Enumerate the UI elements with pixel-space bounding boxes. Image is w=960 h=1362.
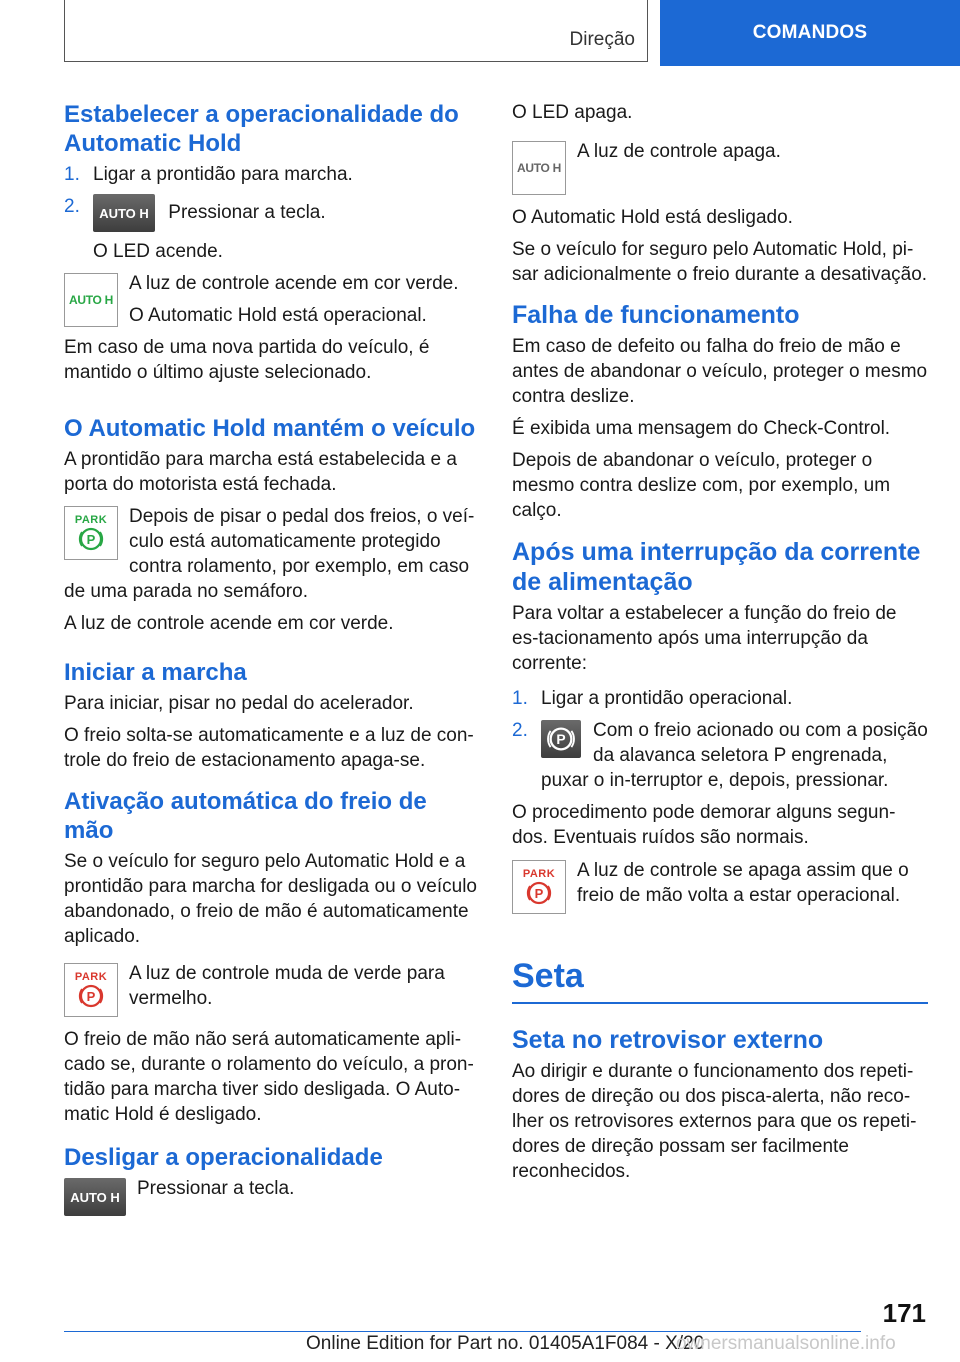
header-chapter-tab: COMANDOS <box>660 0 960 66</box>
paragraph: Para voltar a estabelecer a função do freio de es-tacionamento após uma interrupção da corrente: <box>512 603 897 674</box>
indicator-note <box>64 504 478 611</box>
header-section-title: Direção <box>569 29 635 50</box>
paragraph: Em caso de defeito ou falha do freio de mão e antes de abandonar o veículo, proteger o mesmo contra deslize. <box>512 336 928 407</box>
step-text: Ligar a prontidão operacional. <box>541 688 793 709</box>
paragraph: O LED apaga. <box>512 102 633 123</box>
paragraph: É exibida uma mensagem do Check-Control. <box>512 418 891 439</box>
section-title-enable-hold: Estabelecer a operacionalidade do Automatic Hold <box>64 101 459 157</box>
paragraph: Depois de pisar o pedal dos freios, o veí-culo está automaticamente protegido contra rolamento, por exemplo, em caso de uma parada no semáforo. <box>64 506 475 602</box>
step-2 <box>512 718 928 793</box>
right-column <box>512 100 928 1191</box>
step-text: Com o freio acionado ou com a posição da alavanca seletora P engrenada, puxar o in-terruptor e, depois, pressionar. <box>541 720 928 791</box>
section-title-power-interruption: Após uma interrupção da corrente de alimentação <box>512 538 921 596</box>
step-number: 2. <box>64 196 80 217</box>
svg-text:P: P <box>86 989 96 1004</box>
svg-text:P: P <box>534 886 544 901</box>
paragraph: A luz de controle muda de verde para vermelho. <box>129 963 445 1009</box>
park-p-glyph <box>78 983 104 1009</box>
auto-h-green-indicator-icon: AUTO H <box>64 273 118 327</box>
paragraph: Para iniciar, pisar no pedal do acelerador. <box>64 693 414 714</box>
page-number: 171 <box>882 1298 926 1328</box>
svg-text:P: P <box>86 532 96 547</box>
paragraph: O Automatic Hold está operacional. <box>129 305 427 326</box>
paragraph: Pressionar a tecla. <box>137 1178 295 1199</box>
park-red-indicator-icon: PARK P <box>512 860 566 914</box>
step-1 <box>64 162 478 187</box>
paragraph: O freio solta-se automaticamente e a luz de con-trole do freio de estacionamento apaga-se. <box>64 725 474 771</box>
paragraph: Se o veículo for seguro pelo Automatic Hold, pi-sar adicionalmente o freio durante a desativação. <box>512 239 928 285</box>
paragraph: Depois de abandonar o veículo, proteger o mesmo contra deslize com, por exemplo, um calço. <box>512 450 891 521</box>
indicator-note <box>512 858 928 918</box>
paragraph: Ao dirigir e durante o funcionamento dos repeti-dores de direção ou dos pisca-alerta, não reco-lher os retrovisores externos para que os repeti-dores de direção possam ser facilmente reconhecidos. <box>512 1060 917 1182</box>
header-section-box <box>64 0 648 62</box>
auto-h-off-indicator-icon: AUTO H <box>512 141 566 195</box>
park-p-glyph <box>78 526 104 552</box>
indicator-note <box>64 961 478 1021</box>
park-red-indicator-icon: PARK P <box>64 963 118 1017</box>
paragraph: O Automatic Hold está desligado. <box>512 207 793 228</box>
paragraph: A luz de controle apaga. <box>577 141 781 162</box>
paragraph: A prontidão para marcha está estabelecida e a porta do motorista está fechada. <box>64 449 457 495</box>
section-title-mirror-signal: Seta no retrovisor externo <box>512 1025 824 1054</box>
step-text: Ligar a prontidão para marcha. <box>93 164 353 185</box>
paragraph: A luz de controle acende em cor verde. <box>129 273 459 294</box>
paragraph: Se o veículo for seguro pelo Automatic Hold e a prontidão para marcha for desligada ou o veículo abandonado, o freio de mão é automaticamente aplicado. <box>64 851 477 947</box>
indicator-note <box>512 139 928 199</box>
svg-text:P: P <box>556 731 566 748</box>
step-number: 1. <box>512 688 528 709</box>
paragraph: O procedimento pode demorar alguns segun-dos. Eventuais ruídos são normais. <box>512 802 896 848</box>
step-number: 1. <box>64 164 80 185</box>
section-title-start-driving: Iniciar a marcha <box>64 659 247 686</box>
chapter-title-turn-signal: Seta <box>512 957 584 995</box>
paragraph: A luz de controle acende em cor verde. <box>64 613 394 634</box>
section-title-auto-handbrake: Ativação automática do freio de mão <box>64 788 427 844</box>
parking-brake-switch-icon <box>541 720 581 758</box>
left-column <box>64 100 478 1220</box>
step-number: 2. <box>512 720 528 741</box>
auto-h-button-icon: AUTO H <box>93 194 155 232</box>
step-2 <box>64 194 478 232</box>
park-p-glyph <box>526 880 552 906</box>
chapter-heading-block <box>512 956 928 1004</box>
watermark: ownersmanualsonline.info <box>676 1333 896 1354</box>
paragraph: Em caso de uma nova partida do veículo, é mantido o último ajuste selecionado. <box>64 337 430 383</box>
park-green-indicator-icon: PARK P <box>64 506 118 560</box>
section-title-hold-vehicle: O Automatic Hold mantém o veículo <box>64 415 476 442</box>
footer-rule <box>64 1331 861 1332</box>
paragraph: O freio de mão não será automaticamente apli-cado se, durante o rolamento do veículo, a pron-tidão para marcha tiver sido desligada. O Auto-matic Hold é desligado. <box>64 1029 474 1125</box>
indicator-note <box>64 1176 478 1220</box>
step-text: Pressionar a tecla. <box>168 202 326 224</box>
indicator-note <box>64 271 478 392</box>
section-title-disable: Desligar a operacionalidade <box>64 1144 383 1171</box>
auto-h-button-icon: AUTO H <box>64 1178 126 1216</box>
paragraph: A luz de controle se apaga assim que o freio de mão volta a estar operacional. <box>577 860 909 906</box>
chapter-rule <box>512 1002 928 1004</box>
paragraph: O LED acende. <box>93 241 223 262</box>
footer-edition: Online Edition for Part no. 01405A1F084 - X/20 <box>306 1333 705 1354</box>
section-title-malfunction: Falha de funcionamento <box>512 301 800 329</box>
